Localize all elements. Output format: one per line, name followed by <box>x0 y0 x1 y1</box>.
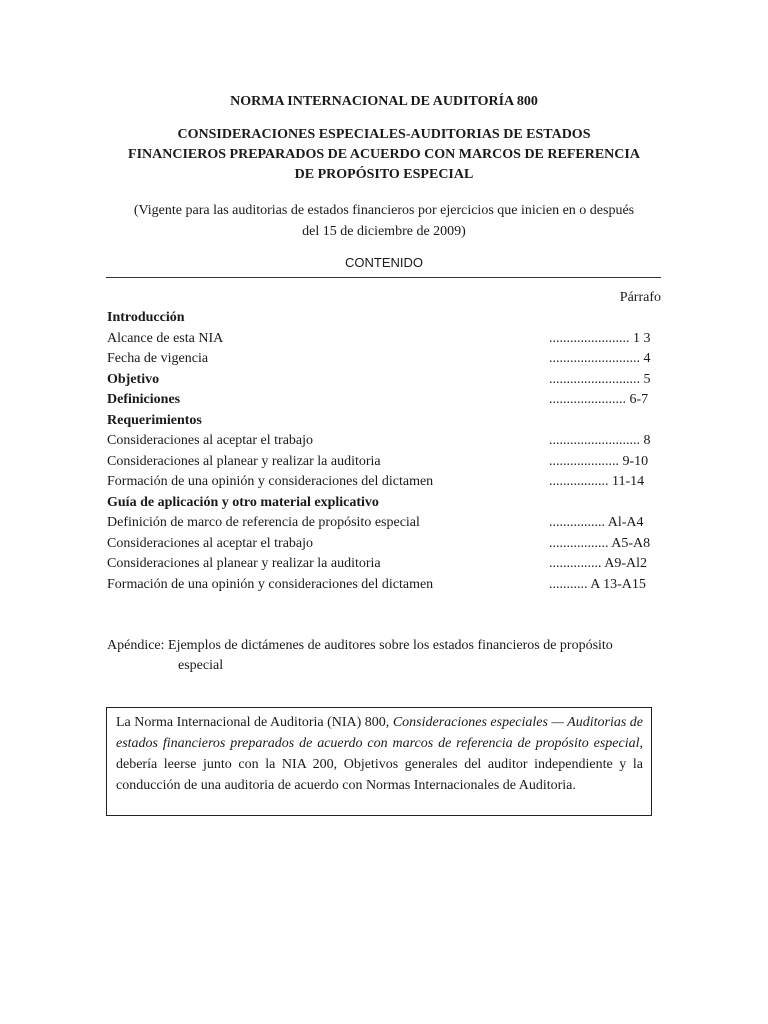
toc-entry-label: Consideraciones al planear y realizar la auditoria <box>107 556 381 571</box>
toc-entry <box>107 370 662 391</box>
contents-heading: CONTENIDO <box>345 255 423 270</box>
toc-entry-ref: .......................... 5 <box>549 371 651 387</box>
toc-entry-ref: ...................... 6-7 <box>549 392 649 407</box>
note-box <box>106 707 652 816</box>
appendix-line: especial <box>178 658 224 673</box>
toc-entry-ref: ................ Al-A4 <box>549 515 644 530</box>
toc-entry-ref: ................. 11-14 <box>549 474 645 489</box>
toc-entry-ref: .......................... 4 <box>549 351 651 366</box>
toc-entry-label: Consideraciones al aceptar el trabajo <box>107 535 314 551</box>
toc-entry <box>107 431 662 452</box>
toc-entry-ref: .................... 9-10 <box>549 453 649 469</box>
toc-entry-ref: ............... A9-Al2 <box>549 556 647 571</box>
toc-entry-label: Definición de marco de referencia de propósito especial <box>107 515 420 530</box>
effective-date-line: del 15 de diciembre de 2009) <box>302 224 466 239</box>
toc-entry-label: Formación de una opinión y consideraciones del dictamen <box>107 474 434 489</box>
toc-entry-label: Objetivo <box>107 371 160 387</box>
toc-entry-label: Definiciones <box>107 392 181 407</box>
toc-entry-ref: ................. A5-A8 <box>549 535 651 551</box>
toc-entry-label: Consideraciones al planear y realizar la auditoria <box>107 453 381 469</box>
toc-entry-label: Formación de una opinión y consideraciones del dictamen <box>107 576 434 592</box>
toc-entry <box>107 575 662 596</box>
effective-date-line: (Vigente para las auditorias de estados financieros por ejercicios que inicien en o después <box>133 203 635 218</box>
toc-entry-label: Introducción <box>107 310 185 325</box>
toc-entry-label: Fecha de vigencia <box>107 351 209 366</box>
toc-entry <box>107 472 662 493</box>
contents-divider <box>106 277 661 278</box>
appendix-line: Apéndice: Ejemplos de dictámenes de auditores sobre los estados financieros de propósito <box>107 638 613 653</box>
toc-entry <box>107 554 662 575</box>
toc-entry <box>107 513 662 534</box>
subtitle-line: FINANCIEROS PREPARADOS DE ACUERDO CON MARCOS DE REFERENCIA <box>128 147 640 162</box>
toc-entry <box>107 534 662 555</box>
subtitle-line: CONSIDERACIONES ESPECIALES-AUDITORIAS DE ESTADOS <box>177 127 591 142</box>
note-italic-title: Consideraciones especiales — Auditorias de estados financieros preparados de acuerdo con marcos de referencia de propósito especial <box>116 715 644 751</box>
toc-entry <box>107 329 662 350</box>
note-text: La Norma Internacional de Auditoria (NIA) 800, <box>116 715 393 730</box>
toc-entry <box>107 349 662 370</box>
toc-entry <box>107 411 662 432</box>
subtitle-line: DE PROPÓSITO ESPECIAL <box>294 167 474 182</box>
toc-entry-label: Guía de aplicación y otro material explicativo <box>107 494 379 510</box>
paragraph-column-label: Párrafo <box>619 290 661 305</box>
toc-entry-label: Alcance de esta NIA <box>107 330 224 346</box>
effective-date-note <box>100 200 668 242</box>
toc-entry <box>107 308 662 329</box>
document-title: NORMA INTERNACIONAL DE AUDITORÍA 800 <box>230 94 538 109</box>
toc-entry <box>107 452 662 473</box>
toc-entry-ref: ....................... 1 3 <box>549 330 651 346</box>
table-of-contents <box>107 308 662 595</box>
toc-entry-ref: ........... A 13-A15 <box>549 576 646 592</box>
note-text: , debería leerse junto con la NIA 200, Objetivos generales del auditor independiente y la conducción de una auditoria de acuerdo con Normas Internacionales de Auditoria. <box>116 736 643 793</box>
toc-entry <box>107 390 662 411</box>
toc-entry-label: Consideraciones al aceptar el trabajo <box>107 433 314 448</box>
toc-entry <box>107 493 662 514</box>
toc-entry-label: Requerimientos <box>107 412 202 428</box>
toc-entry-ref: .......................... 8 <box>549 433 651 448</box>
document-subtitle <box>90 125 678 185</box>
appendix-note <box>107 636 667 676</box>
